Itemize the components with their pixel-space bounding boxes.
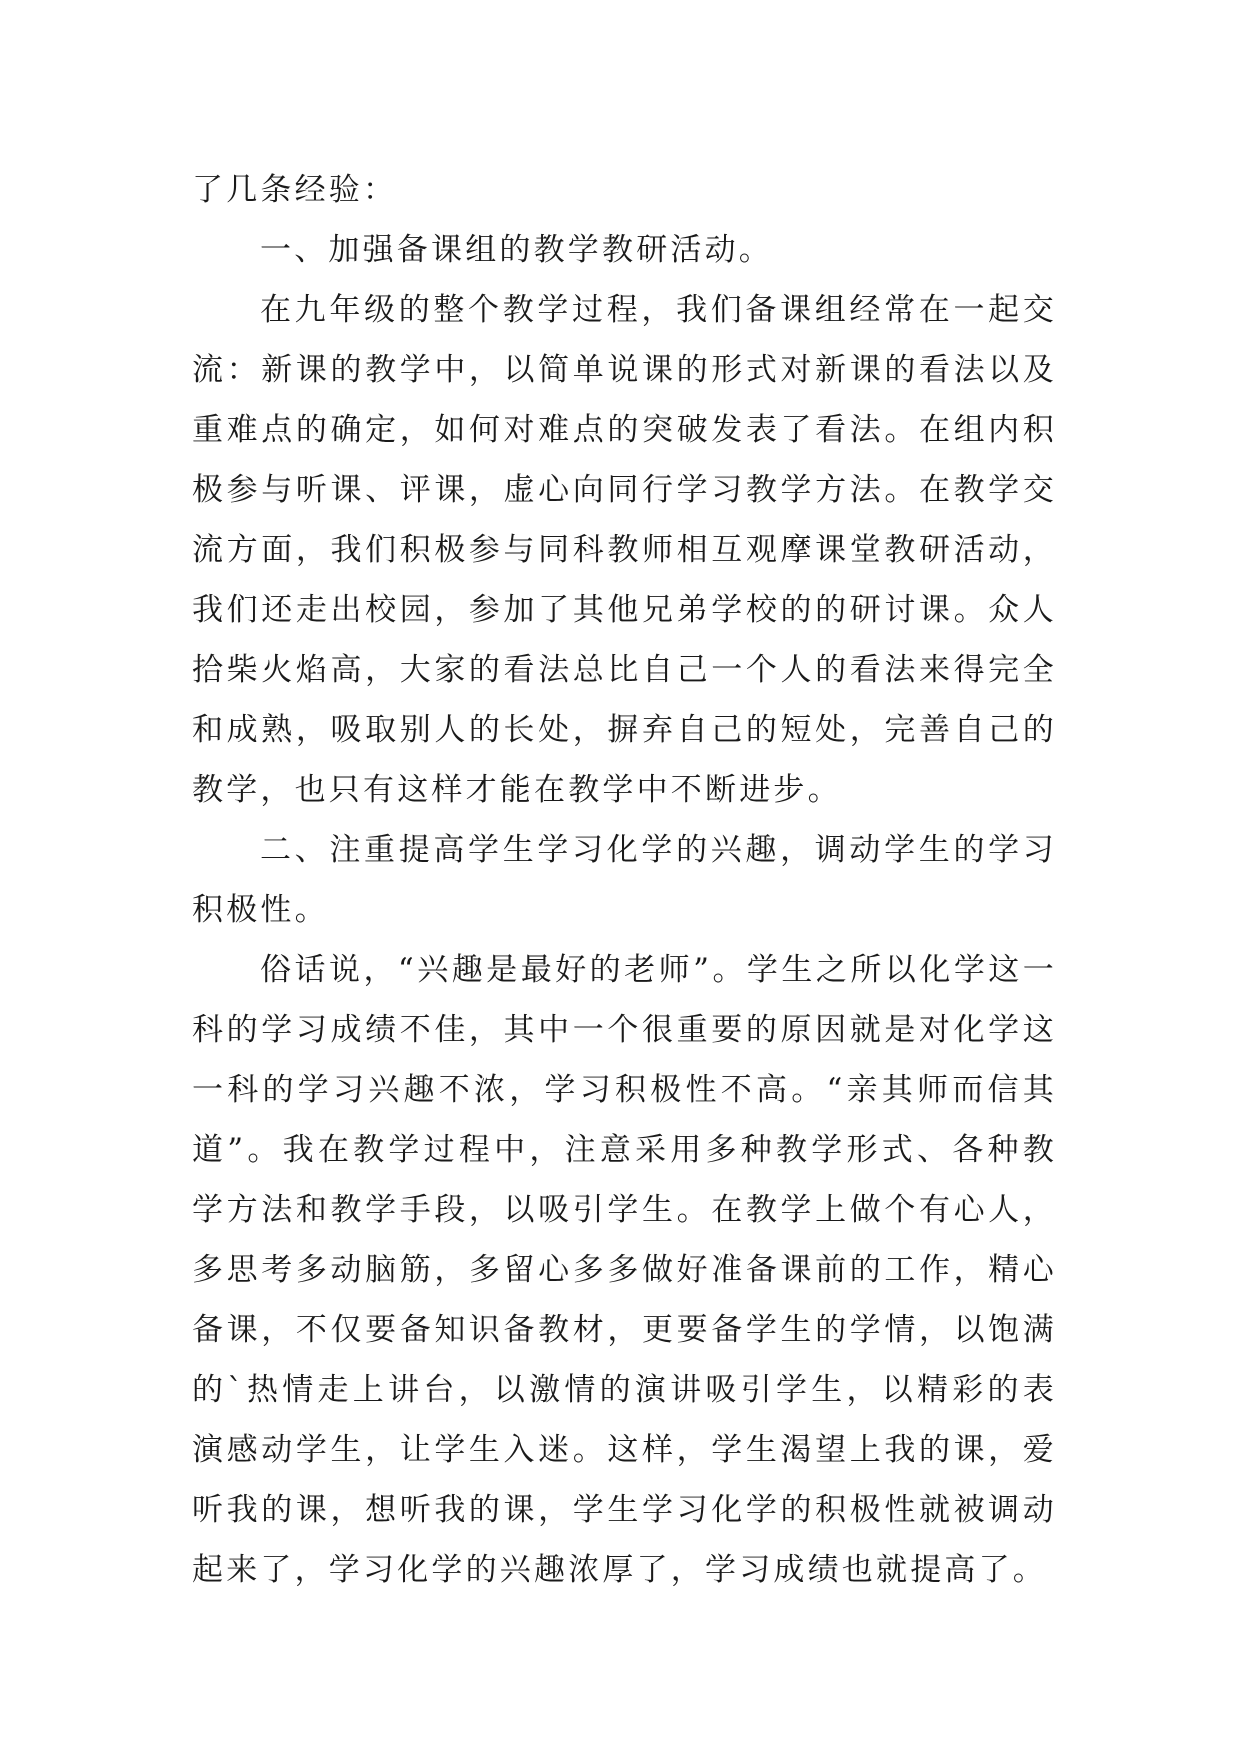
- paragraph-section-one: 在九年级的整个教学过程，我们备课组经常在一起交流：新课的教学中，以简单说课的形式对新课的看法以及重难点的确定，如何对难点的突破发表了看法。在组内积极参与听课、评课，虚心向同行学习教学方法。在教学交流方面，我们积极参与同科教师相互观摩课堂教研活动，我们还走出校园，参加了其他兄弟学校的的研讨课。众人拾柴火焰高，大家的看法总比自己一个人的看法来得完全和成熟，吸取别人的长处，摒弃自己的短处，完善自己的教学，也只有这样才能在教学中不断进步。: [192, 292, 1057, 808]
- document-body: [192, 160, 1057, 1600]
- heading-section-two: 二、注重提高学生学习化学的兴趣，调动学生的学习积极性。: [192, 832, 1057, 928]
- paragraph-intro-tail: 了几条经验：: [192, 172, 398, 208]
- paragraph-section-two: 俗话说，“兴趣是最好的老师”。学生之所以化学这一科的学习成绩不佳，其中一个很重要的原因就是对化学这一科的学习兴趣不浓，学习积极性不高。“亲其师而信其道”。我在教学过程中，注意采用多种教学形式、各种教学方法和教学手段，以吸引学生。在教学上做个有心人，多思考多动脑筋，多留心多多做好准备课前的工作，精心备课，不仅要备知识备教材，更要备学生的学情，以饱满的`热情走上讲台，以激情的演讲吸引学生，以精彩的表演感动学生，让学生入迷。这样，学生渴望上我的课，爱听我的课，想听我的课，学生学习化学的积极性就被调动起来了，学习化学的兴趣浓厚了，学习成绩也就提高了。: [192, 952, 1057, 1588]
- heading-section-one: 一、加强备课组的教学教研活动。: [260, 232, 773, 268]
